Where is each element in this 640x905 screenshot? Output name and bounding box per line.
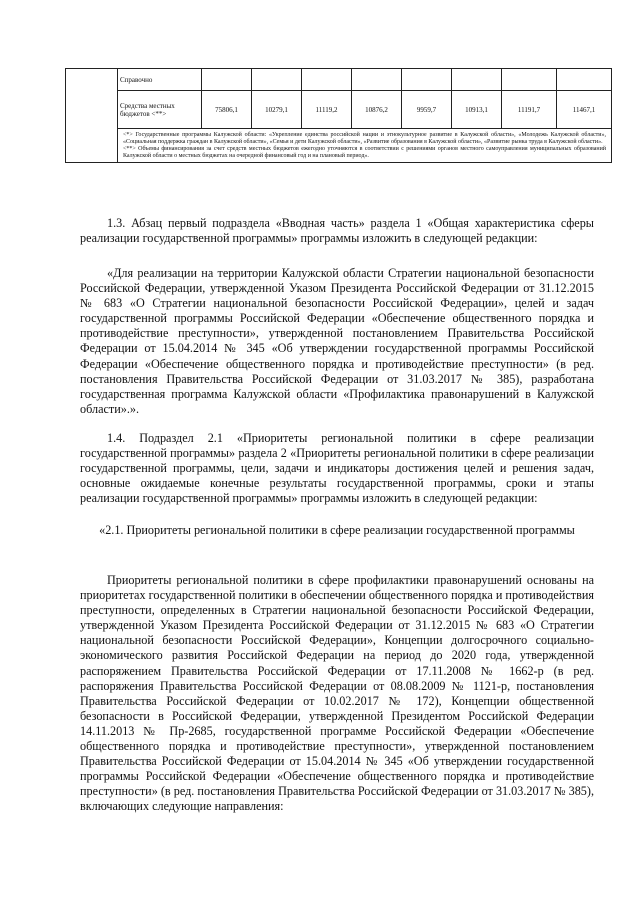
paragraph-1-3: 1.3. Абзац первый подраздела «Вводная часть» раздела 1 «Общая характеристика сферы реализации государственной программы» программы изложить в следующей редакции: <box>80 216 594 246</box>
table-cell: 9959,7 <box>402 91 452 129</box>
footnote-2: <**> Объемы финансирования за счет средств местных бюджетов ежегодно уточняются в соответствии с решениями органов местного самоуправления муниципальных образований Калужской области о местных бюджетах на очередной финансовый год и на плановый период». <box>123 146 606 159</box>
table-cell <box>252 69 302 91</box>
table-cell: 10279,1 <box>252 91 302 129</box>
row-label: Средства местных бюджетов <**> <box>118 91 202 129</box>
table-cell <box>402 69 452 91</box>
table-cell: 11191,7 <box>502 91 557 129</box>
section-heading-2-1: «2.1. Приоритеты региональной политики в сфере реализации государственной программы <box>99 523 575 537</box>
table-row <box>66 129 612 163</box>
paragraph-1-3-quote: «Для реализации на территории Калужской области Стратегии национальной безопасности Российской Федерации, утвержденной Указом Президента Российской Федерации от 31.12.2015 № 683 «О Стратегии национальной безопасности Российской Федерации», целей и задач государственной программы Российской Федерации «Обеспечение общественного порядка и противодействие преступности», утвержденной постановлением Правительства Российской Федерации от 15.04.2014 № 345 «Об утверждении государственной программы Российской Федерации «Обеспечение общественного порядка и противодействие преступности» (в ред. постановления Правительства Российской Федерации от 31.03.2017 № 385), разработана государственная программа Калужской области «Профилактика правонарушений в Калужской области».». <box>80 266 594 416</box>
table-cell: 10876,2 <box>352 91 402 129</box>
table-row <box>66 91 612 129</box>
table-cell <box>202 69 252 91</box>
table-empty-cell <box>66 69 118 163</box>
table-cell <box>352 69 402 91</box>
table-cell <box>502 69 557 91</box>
footnote-1: <*> Государственные программы Калужской области: «Укрепление единства российской нации и этнокультурное развитие в Калужской области», «Молодежь Калужской области», «Социальная поддержка граждан в Калужской области», «Семья и дети Калужской области», «Развитие образования в Калужской области», «Развитие рынка труда в Калужской области». <box>123 132 606 145</box>
table-cell <box>452 69 502 91</box>
table-cell: 10913,1 <box>452 91 502 129</box>
table-cell <box>302 69 352 91</box>
table-cell: 11119,2 <box>302 91 352 129</box>
table-row <box>66 69 612 91</box>
table-cell: 11467,1 <box>557 91 612 129</box>
table-cell: 75806,1 <box>202 91 252 129</box>
table-cell <box>557 69 612 91</box>
paragraph-1-4: 1.4. Подраздел 2.1 «Приоритеты региональной политики в сфере реализации государственной программы» раздела 2 «Приоритеты региональной политики в сфере реализации государственной программы, цели, задачи и индикаторы достижения целей и решения задач, основные ожидаемые конечные результаты государственной программы, сроки и этапы реализации государственной программы» программы изложить в следующей редакции: <box>80 431 594 506</box>
paragraph-priorities: Приоритеты региональной политики в сфере профилактики правонарушений основаны на приоритетах государственной политики в обеспечении общественного порядка и противодействия преступности, определенных в Стратегии национальной безопасности Российской Федерации, утвержденной Указом Президента Российской Федерации от 31.12.2015 № 683 «О Стратегии национальной безопасности Российской Федерации», Концепции долгосрочного социально-экономического развития Российской Федерации на период до 2020 года, утвержденной распоряжением Правительства Российской Федерации от 17.11.2008 № 1662-р (в ред. распоряжения Правительства Российской Федерации от 08.08.2009 № 1121-р, постановления Правительства Российской Федерации от 10.02.2017 № 172), Концепции общественной безопасности в Российской Федерации, утвержденной Президентом Российской Федерации 14.11.2013 № Пр-2685, государственной программе Российской Федерации «Обеспечение общественного порядка и противодействие преступности», утвержденной постановлением Правительства Российской Федерации от 15.04.2014 № 345 «Об утверждении государственной программы Российской Федерации «Обеспечение общественного порядка и противодействие преступности» (в ред. постановления Правительства Российской Федерации от 31.03.2017 № 385), включающих следующие направления: <box>80 573 594 814</box>
row-label: Справочно <box>118 69 202 91</box>
financing-table <box>65 68 612 163</box>
table-footnotes <box>118 129 612 163</box>
